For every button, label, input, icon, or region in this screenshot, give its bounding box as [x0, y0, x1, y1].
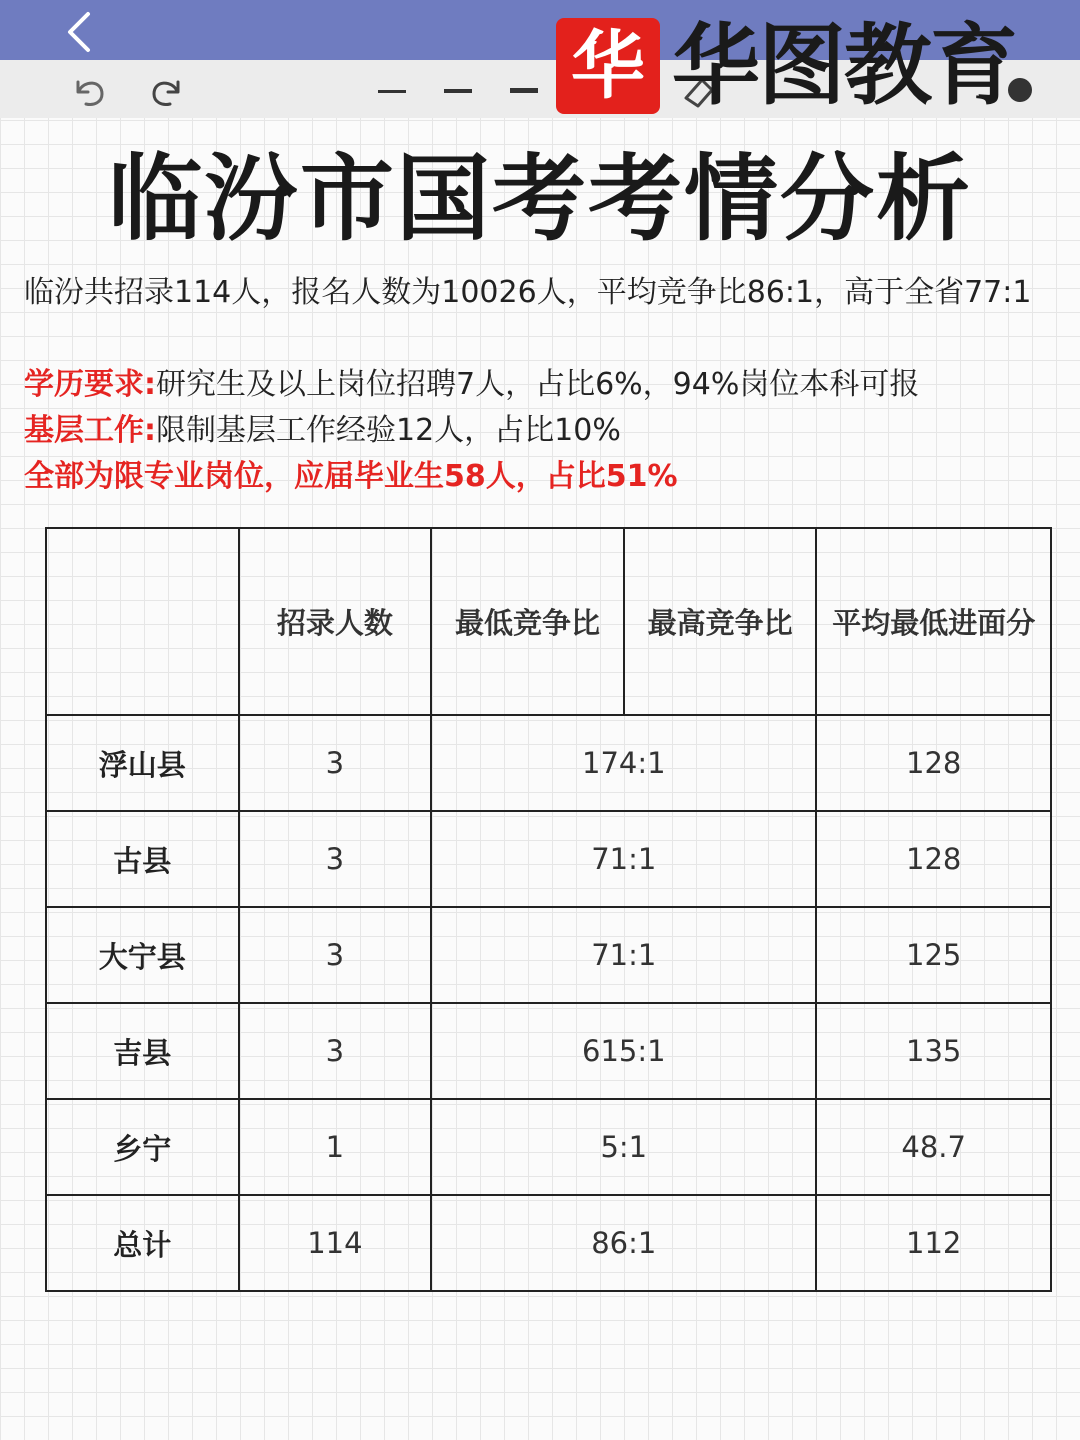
pen-medium-dash[interactable] — [444, 89, 472, 93]
table-row-total — [46, 1195, 1051, 1291]
chevron-left-icon[interactable] — [56, 6, 106, 56]
header-min-ratio: 最低竞争比 — [431, 528, 624, 715]
row-name: 吉县 — [46, 1003, 239, 1099]
row-score: 128 — [816, 715, 1051, 811]
undo-icon[interactable] — [68, 68, 112, 112]
row-count: 3 — [239, 715, 432, 811]
pen-thin-dash[interactable] — [378, 90, 406, 93]
logo-text: 华图教育 — [672, 14, 1017, 117]
row-ratio: 86:1 — [431, 1195, 816, 1291]
intro-text: 临汾共招录114人，报名人数为10026人，平均竞争比86:1，高于全省77:1 — [24, 275, 1032, 310]
page-title: 临汾市国考考情分析 — [107, 145, 972, 254]
row-score: 125 — [816, 907, 1051, 1003]
row-score: 48.7 — [816, 1099, 1051, 1195]
education-text: 研究生及以上岗位招聘7人，占比6%，94%岗位本科可报 — [156, 367, 920, 402]
grassroots-label: 基层工作: — [24, 413, 156, 448]
row-ratio: 5:1 — [431, 1099, 816, 1195]
row-count: 3 — [239, 907, 432, 1003]
row-ratio: 174:1 — [431, 715, 816, 811]
logo-badge — [556, 18, 660, 114]
row-count: 1 — [239, 1099, 432, 1195]
education-line — [24, 362, 919, 408]
stats-table — [45, 527, 1052, 1292]
row-name: 浮山县 — [46, 715, 239, 811]
table-header-row — [46, 528, 1051, 715]
row-score: 112 — [816, 1195, 1051, 1291]
header-count: 招录人数 — [239, 528, 432, 715]
row-ratio: 71:1 — [431, 811, 816, 907]
row-count: 3 — [239, 1003, 432, 1099]
row-count: 3 — [239, 811, 432, 907]
header-avg-score: 平均最低进面分 — [816, 528, 1051, 715]
row-name: 总计 — [46, 1195, 239, 1291]
table-row — [46, 1099, 1051, 1195]
redo-icon[interactable] — [144, 68, 188, 112]
table-row — [46, 1003, 1051, 1099]
row-ratio: 615:1 — [431, 1003, 816, 1099]
education-label: 学历要求: — [24, 367, 156, 402]
row-name: 古县 — [46, 811, 239, 907]
table-row — [46, 715, 1051, 811]
row-name: 大宁县 — [46, 907, 239, 1003]
row-score: 128 — [816, 811, 1051, 907]
header-max-ratio: 最高竞争比 — [624, 528, 817, 715]
row-count: 114 — [239, 1195, 432, 1291]
row-name: 乡宁 — [46, 1099, 239, 1195]
grassroots-text: 限制基层工作经验12人，占比10% — [156, 413, 621, 448]
table-row — [46, 811, 1051, 907]
row-score: 135 — [816, 1003, 1051, 1099]
grassroots-line — [24, 408, 621, 454]
pen-thick-dash[interactable] — [510, 88, 538, 93]
major-restriction-line: 全部为限专业岗位，应届毕业生58人，占比51% — [24, 459, 678, 494]
table-row — [46, 907, 1051, 1003]
logo-badge-glyph: 华 — [571, 23, 645, 109]
header-blank — [46, 528, 239, 715]
brand-logo — [556, 14, 1072, 120]
row-ratio: 71:1 — [431, 907, 816, 1003]
